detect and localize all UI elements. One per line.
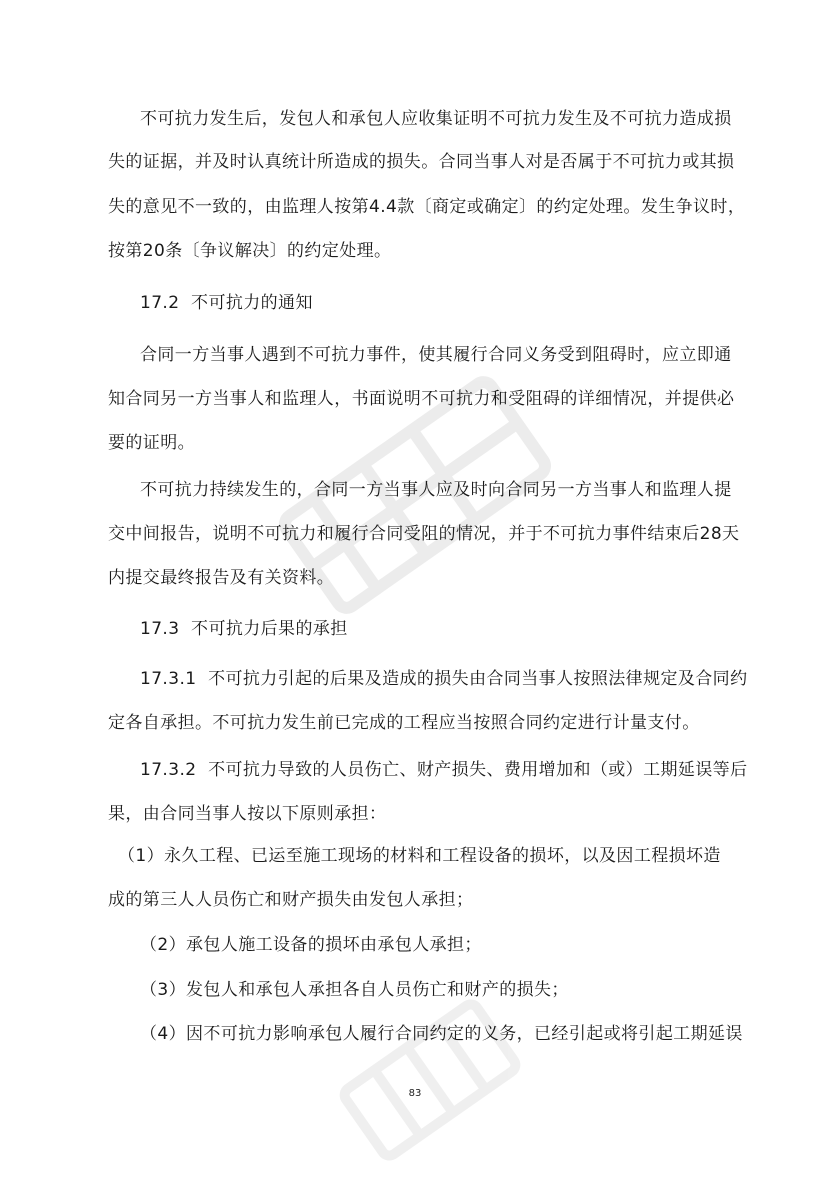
paragraph-interim-report-line-2: 交中间报告，说明不可抗力和履行合同受阻的情况，并于不可抗力事件结束后28天 [108,524,740,544]
paragraph-interim-report-line-1: 不可抗力持续发生的，合同一方当事人应及时向合同另一方当事人和监理人提 [140,480,732,500]
clause-17-3-1-line-1: 17.3.1 不可抗力引起的后果及造成的损失由合同当事人按照法律规定及合同约 [140,669,748,689]
list-item-1-line-2: 成的第三人人员伤亡和财产损失由发包人承担； [108,890,474,910]
list-item-4-line-1: （4）因不可抗力影响承包人履行合同约定的义务，已经引起或将引起工期延误 [140,1024,743,1044]
section-heading-17-2: 17.2 不可抗力的通知 [140,293,313,313]
clause-17-3-1-line-2: 定各自承担。不可抗力发生前已完成的工程应当按照合同约定进行计量支付。 [108,713,700,733]
paragraph-force-majeure-evidence-line-2: 失的证据，并及时认真统计所造成的损失。合同当事人对是否属于不可抗力或其损 [108,152,735,172]
paragraph-notification-line-2: 知合同另一方当事人和监理人，书面说明不可抗力和受阻碍的详细情况，并提供必 [108,389,735,409]
page-number: 83 [408,1088,422,1099]
paragraph-force-majeure-evidence-line-4: 按第20条〔争议解决〕的约定处理。 [108,241,392,261]
list-item-1-line-1: （1）永久工程、已运至施工现场的材料和工程设备的损坏，以及因工程损坏造 [118,846,721,866]
watermark-stamp-bottom-icon [330,980,530,1180]
paragraph-force-majeure-evidence-line-3: 失的意见不一致的，由监理人按第4.4款〔商定或确定〕的约定处理。发生争议时， [108,197,746,217]
paragraph-force-majeure-evidence-line-1: 不可抗力发生后，发包人和承包人应收集证明不可抗力发生及不可抗力造成损 [140,109,732,129]
section-heading-17-3: 17.3 不可抗力后果的承担 [140,619,348,639]
paragraph-notification-line-1: 合同一方当事人遇到不可抗力事件，使其履行合同义务受到阻碍时，应立即通 [140,345,732,365]
list-item-2: （2）承包人施工设备的损坏由承包人承担； [140,935,482,955]
clause-17-3-2-line-2: 果，由合同当事人按以下原则承担： [108,804,387,824]
list-item-3: （3）发包人和承包人承担各自人员伤亡和财产的损失； [140,980,569,1000]
clause-17-3-2-line-1: 17.3.2 不可抗力导致的人员伤亡、财产损失、费用增加和（或）工期延误等后 [140,760,748,780]
paragraph-interim-report-line-3: 内提交最终报告及有关资料。 [108,568,335,588]
paragraph-notification-line-3: 要的证明。 [108,433,195,453]
